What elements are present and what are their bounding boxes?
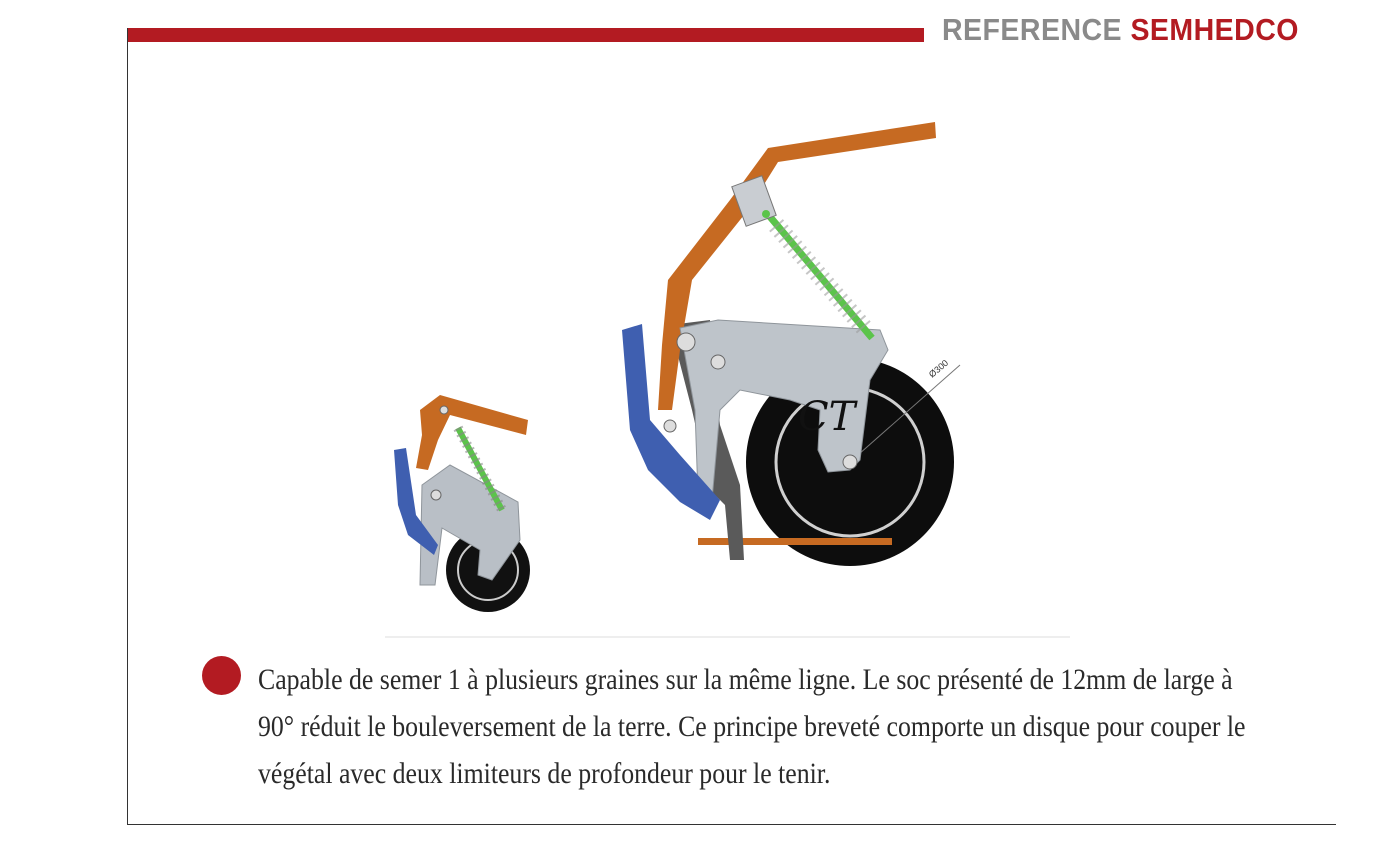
large-spring-pin (762, 210, 770, 218)
small-pivot (431, 490, 441, 500)
disc-label: CT (798, 394, 856, 440)
large-pivot-top (677, 333, 695, 351)
reference-label: REFERENCE (942, 12, 1123, 47)
seeder-illustration (380, 110, 1080, 640)
caption-text: Capable de semer 1 à plusieurs graines sur la même ligne. Le soc présenté de 12mm de large à 90° réduit le bouleversement de la terre. Ce principe breveté comporte un disque pour couper le végétal avec deux limiteurs de profondeur pour le tenir. (258, 663, 1246, 790)
brand-label: SEMHEDCO (1130, 12, 1299, 47)
small-bolt (440, 406, 448, 414)
large-pivot-shoe (664, 420, 676, 432)
large-hub (843, 455, 857, 469)
disc-dimension: Ø300 (926, 357, 951, 380)
header-title (942, 12, 1299, 48)
frame-left-border (127, 28, 128, 825)
header-accent-bar (127, 28, 924, 42)
small-seeder-unit (394, 395, 530, 612)
bullet-point (202, 656, 241, 695)
large-seeder-unit (622, 122, 960, 566)
large-pivot-mid (711, 355, 725, 369)
frame-bottom-border (127, 824, 1336, 825)
large-ground-bar (698, 538, 892, 545)
